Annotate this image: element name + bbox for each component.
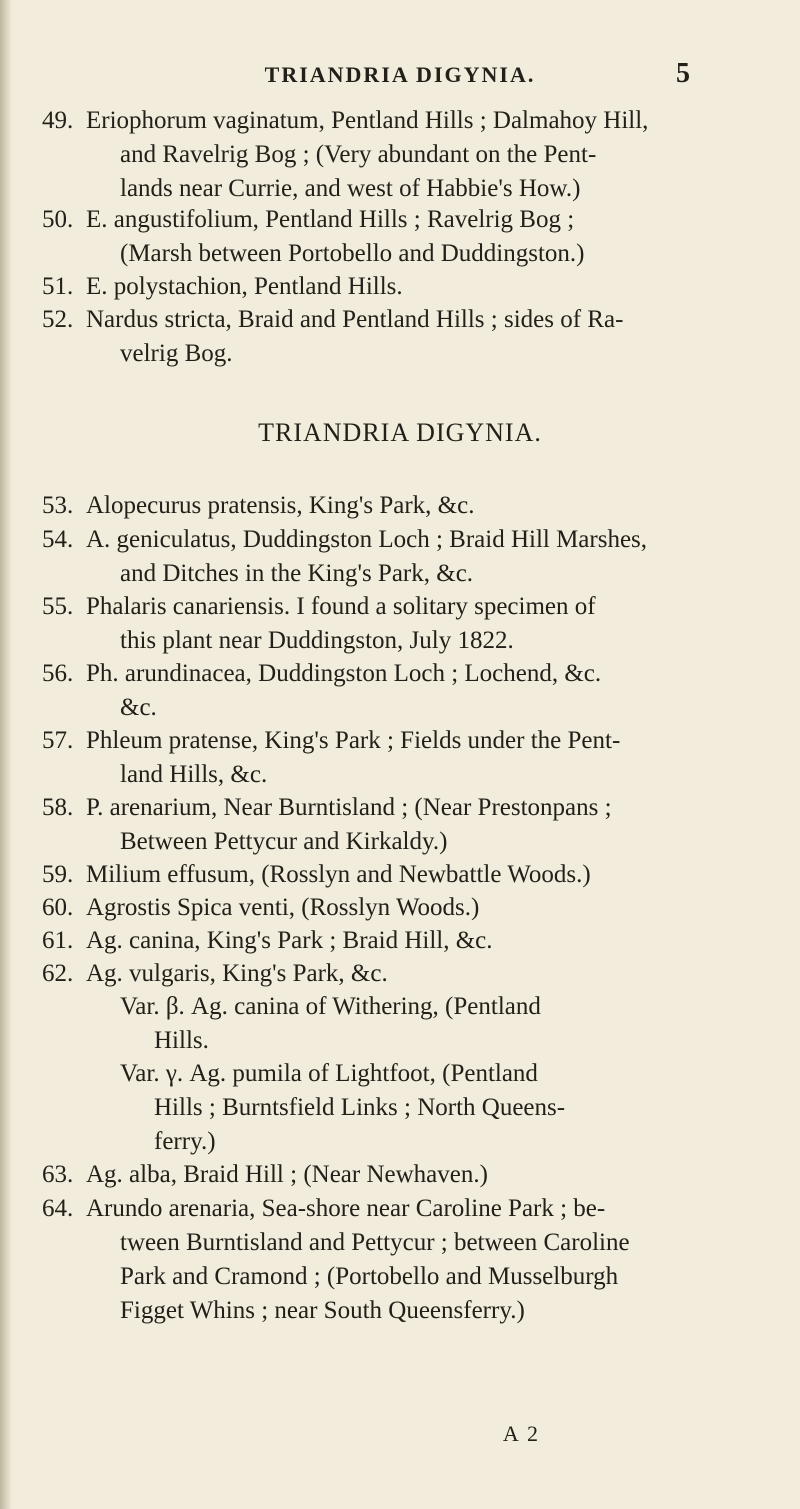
entry-line: Hills ; Burntsfield Links ; North Queens- — [154, 1094, 566, 1121]
entry-line: Between Pettycur and Kirkaldy.) — [120, 828, 448, 855]
entry-line: Var. γ. Ag. pumila of Lightfoot, (Pentland — [120, 1060, 538, 1087]
variety-text — [120, 990, 780, 1058]
entry-line: and Ravelrig Bog ; (Very abundant on the Pent- — [120, 141, 597, 168]
entry-number: 60. — [42, 894, 74, 921]
entry-line: Arundo arenaria, Sea-shore near Caroline Park ; be- — [86, 1195, 606, 1222]
entry-number: 56. — [42, 660, 74, 687]
entry-number: 53. — [42, 492, 74, 519]
entry-number: 49. — [42, 107, 74, 134]
entry-line: this plant near Duddingston, July 1822. — [120, 627, 514, 654]
entry-line: Phalaris canariensis. I found a solitary specimen of — [86, 593, 596, 620]
entry-text — [86, 270, 746, 304]
entry-text — [86, 203, 746, 271]
entry-line: E. angustifolium, Pentland Hills ; Ravelrig Bog ; — [86, 206, 575, 233]
entry-line: P. arenarium, Near Burntisland ; (Near Prestonpans ; — [86, 794, 612, 821]
entry-line: Ag. canina, King's Park ; Braid Hill, &c. — [86, 927, 493, 954]
entry-text — [86, 303, 746, 371]
entry-number: 64. — [42, 1195, 74, 1222]
entry-line: and Ditches in the King's Park, &c. — [120, 560, 474, 587]
entry-number: 59. — [42, 861, 74, 888]
entry-line: lands near Currie, and west of Habbie's How.) — [120, 175, 581, 202]
entry-number: 50. — [42, 206, 74, 233]
entry-text — [86, 104, 746, 206]
entry-line: A. geniculatus, Duddingston Loch ; Braid Hill Marshes, — [86, 526, 648, 553]
entry-number: 51. — [42, 273, 74, 300]
entry-number: 58. — [42, 794, 74, 821]
signature-mark: A 2 — [502, 1421, 540, 1446]
entry-number: 57. — [42, 727, 74, 754]
entry-number: 61. — [42, 927, 74, 954]
entry-number: 63. — [42, 1161, 74, 1188]
entry-line: Alopecurus pratensis, King's Park, &c. — [86, 492, 475, 519]
variety-text — [120, 1057, 780, 1159]
entry-text — [86, 1158, 746, 1192]
entry-line: tween Burntisland and Pettycur ; between Caroline — [120, 1229, 630, 1256]
entry-line: Ph. arundinacea, Duddingston Loch ; Lochend, &c. — [86, 660, 602, 687]
entry-text — [86, 724, 746, 792]
entry-line: Park and Cramond ; (Portobello and Musselburgh — [120, 1263, 619, 1290]
entry-line: E. polystachion, Pentland Hills. — [86, 273, 403, 300]
entry-text — [86, 523, 746, 591]
entry-number: 62. — [42, 960, 74, 987]
entry-line: Nardus stricta, Braid and Pentland Hills ; sides of Ra- — [86, 306, 624, 333]
entry-line: Figget Whins ; near South Queensferry.) — [120, 1297, 525, 1324]
entry-line: Milium effusum, (Rosslyn and Newbattle Woods.) — [86, 861, 591, 888]
entry-number: 54. — [42, 526, 74, 553]
entry-line: Eriophorum vaginatum, Pentland Hills ; Dalmahoy Hill, — [86, 107, 649, 134]
entry-line: Phleum pratense, King's Park ; Fields under the Pent- — [86, 727, 621, 754]
entry-text — [86, 957, 746, 991]
entry-number: 55. — [42, 593, 74, 620]
entry-line: velrig Bog. — [120, 340, 233, 367]
entry-line: Hills. — [154, 1027, 209, 1054]
entry-line: (Marsh between Portobello and Duddingston.) — [120, 240, 585, 267]
entry-line: Ag. vulgaris, King's Park, &c. — [86, 960, 388, 987]
entry-text — [86, 1192, 746, 1328]
entry-text — [86, 489, 746, 523]
entry-text — [86, 590, 746, 658]
entry-line: Ag. alba, Braid Hill ; (Near Newhaven.) — [86, 1161, 488, 1188]
entry-text — [86, 858, 746, 892]
entry-text — [86, 791, 746, 859]
entry-line: Agrostis Spica venti, (Rosslyn Woods.) — [86, 894, 480, 921]
section-heading: TRIANDRIA DIGYNIA. — [258, 418, 542, 447]
entry-line: land Hills, &c. — [120, 761, 268, 788]
entry-line: Var. β. Ag. canina of Withering, (Pentland — [120, 993, 541, 1020]
entry-number: 52. — [42, 306, 74, 333]
running-title: TRIANDRIA DIGYNIA. — [264, 62, 536, 87]
entry-text — [86, 657, 746, 725]
page-header — [0, 58, 800, 92]
entry-line: &c. — [120, 694, 157, 721]
entry-text — [86, 891, 746, 925]
page-number: 5 — [676, 58, 690, 89]
entry-line: ferry.) — [154, 1128, 216, 1155]
entry-text — [86, 924, 746, 958]
